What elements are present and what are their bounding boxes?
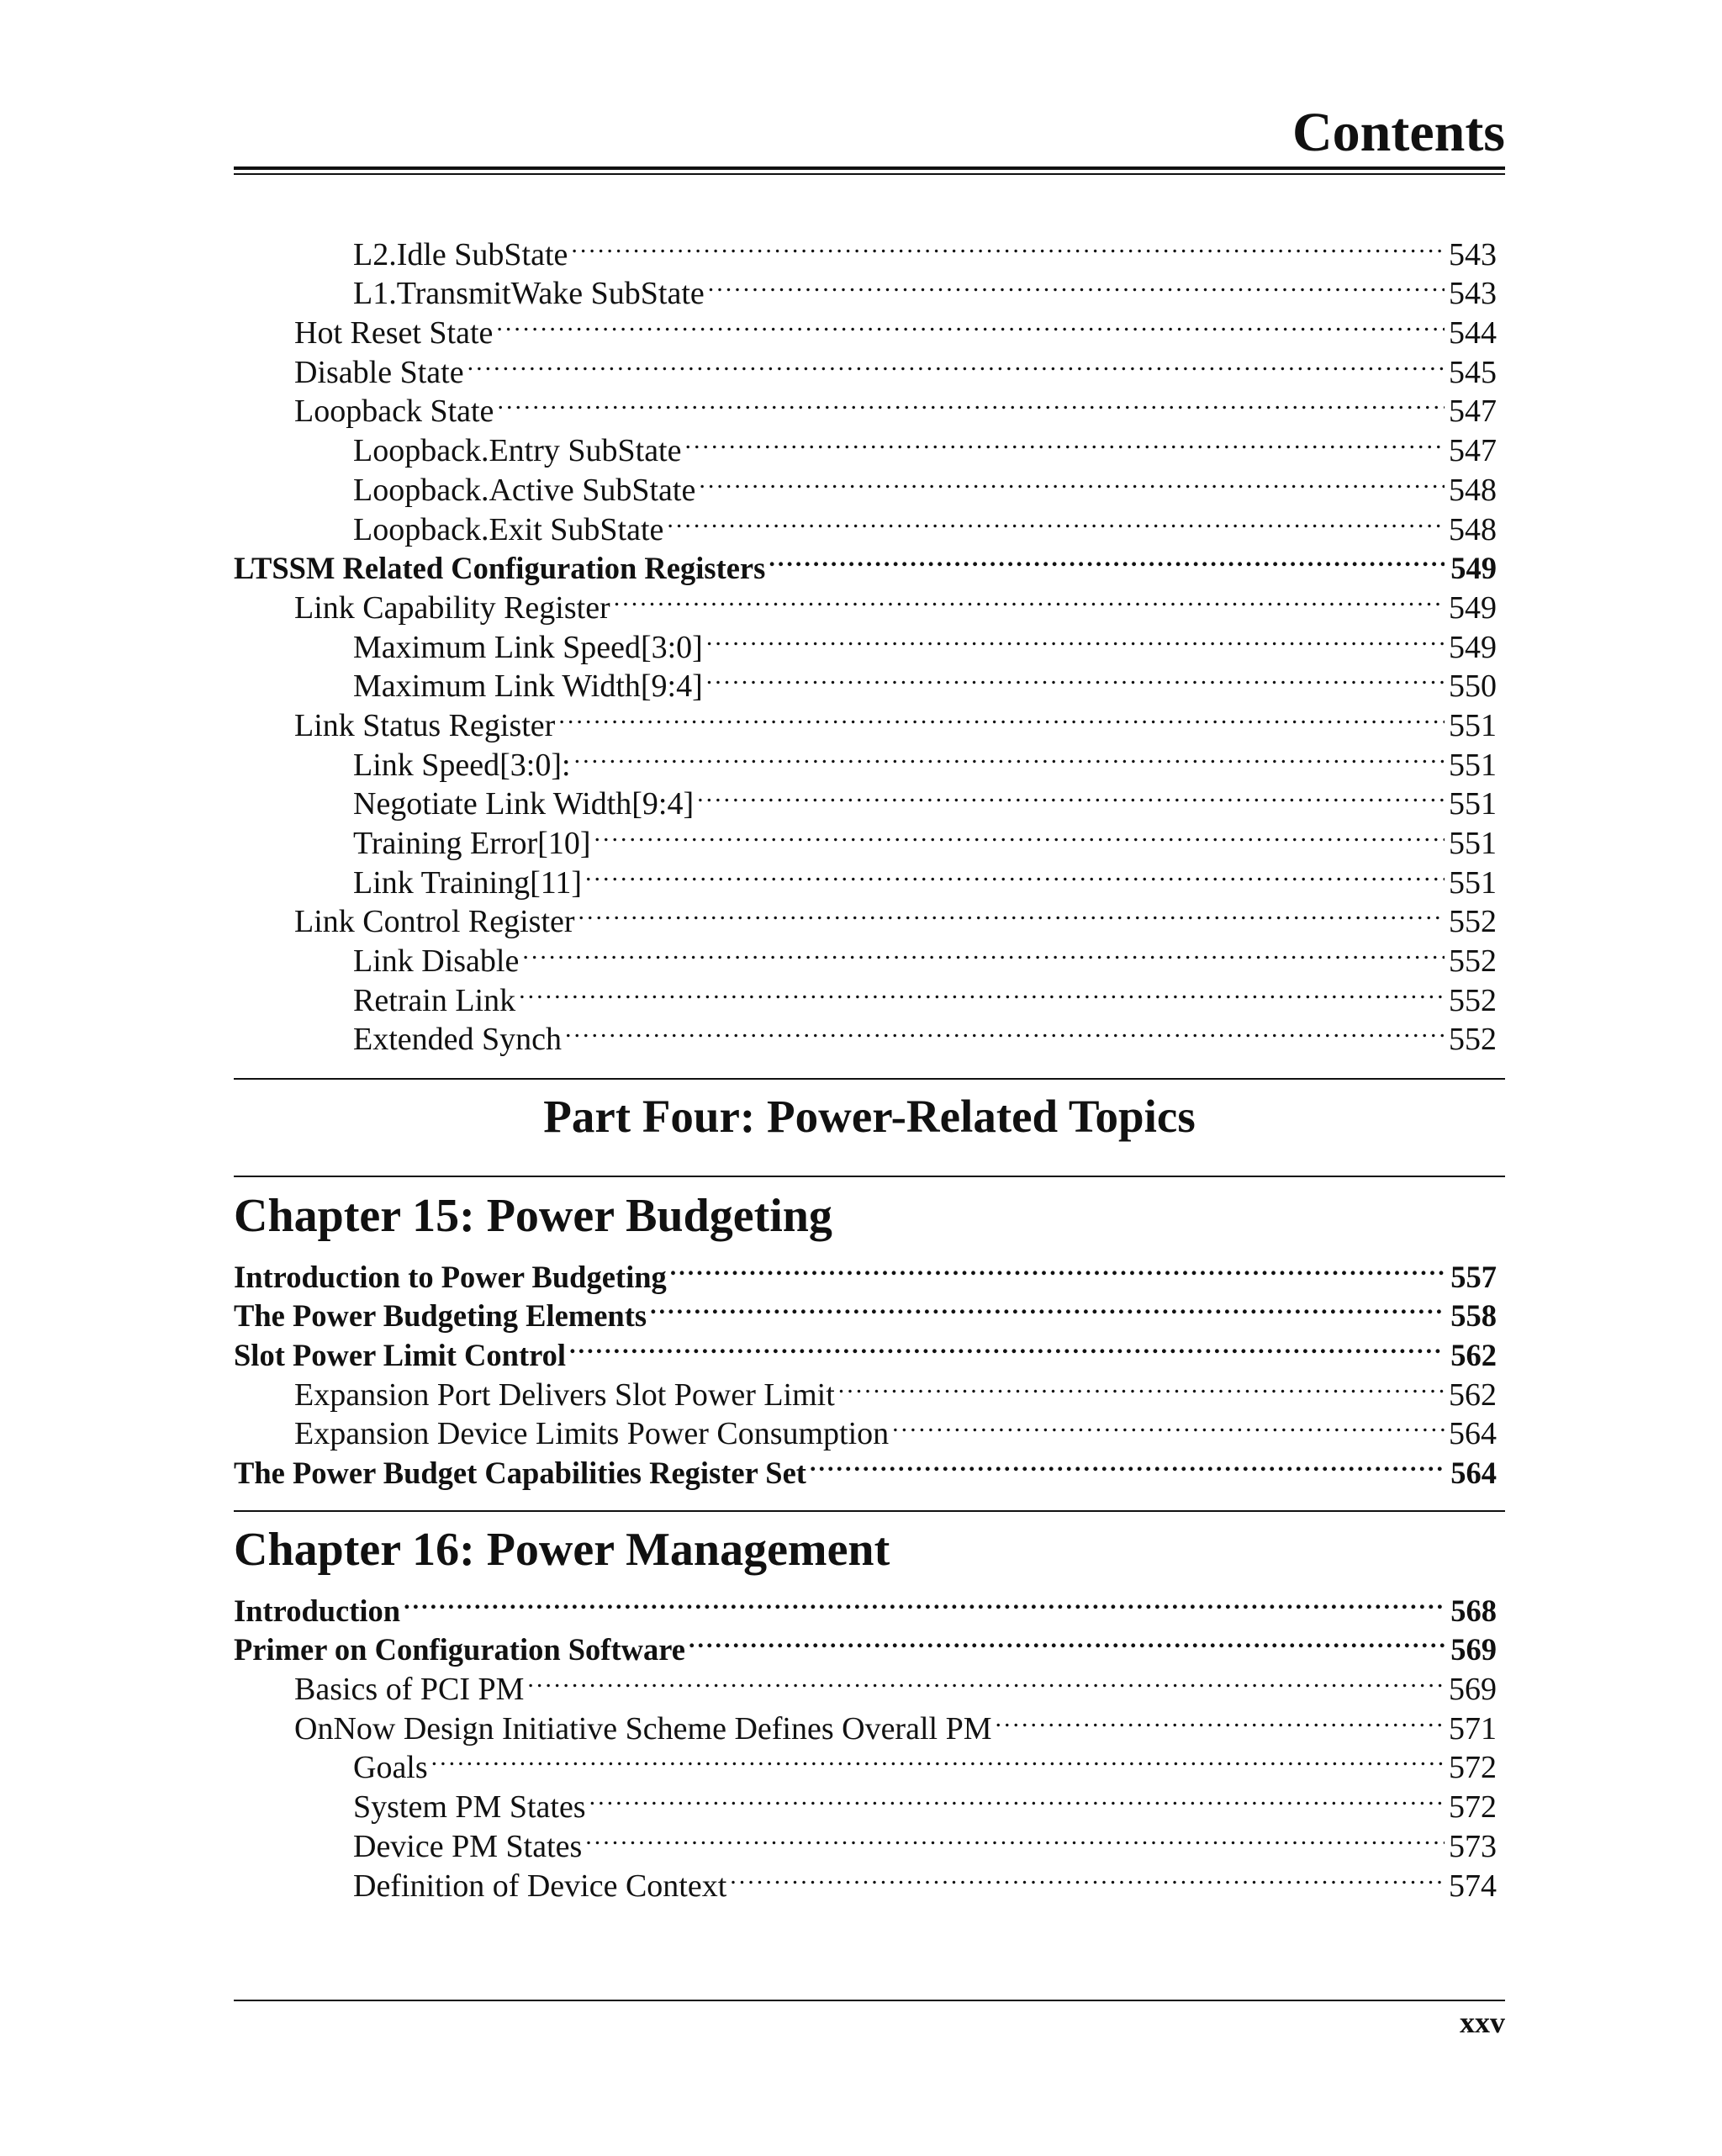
toc-entry-page-number: 552 (1449, 1022, 1497, 1058)
toc-entry-label: Primer on Configuration Software (234, 1632, 685, 1667)
toc-entry-page-number: 572 (1449, 1789, 1497, 1826)
page-header-title: Contents (1292, 102, 1505, 163)
dot-leader (699, 461, 1445, 500)
toc-entry-label: Basics of PCI PM (294, 1672, 525, 1708)
dot-leader (769, 540, 1445, 579)
toc-entry-label: Negotiate Link Width[9:4] (353, 786, 695, 822)
toc-entry-label: Loopback.Entry SubState (353, 433, 682, 469)
chapter-title: Chapter 16: Power Management (234, 1524, 890, 1576)
dot-leader (497, 383, 1445, 422)
toc-entry-label: LTSSM Related Configuration Registers (234, 551, 766, 586)
toc-entry-page-number: 574 (1449, 1868, 1497, 1904)
toc-entry-page-number: 551 (1449, 747, 1497, 783)
toc-entry-label: Expansion Port Delivers Slot Power Limit (294, 1377, 835, 1413)
toc-entry-label: Link Control Register (294, 904, 575, 940)
toc-entry-page-number: 572 (1449, 1750, 1497, 1786)
toc-entry-label: Link Capability Register (294, 589, 610, 626)
toc-entry-page-number: 571 (1449, 1710, 1497, 1746)
toc-entry-page-number: 551 (1449, 826, 1497, 861)
toc-entry-label: Definition of Device Context (353, 1868, 727, 1904)
toc-entry-label: L1.TransmitWake SubState (353, 276, 705, 312)
dot-leader (706, 618, 1445, 658)
dot-leader (565, 1011, 1445, 1050)
toc-entry-label: Maximum Link Speed[3:0] (353, 629, 703, 665)
dot-leader (594, 814, 1445, 853)
dot-leader (519, 971, 1445, 1011)
dot-leader (650, 1287, 1445, 1327)
dot-leader (574, 736, 1445, 775)
dot-leader (585, 853, 1445, 893)
toc-entry-page-number: 552 (1449, 982, 1497, 1018)
toc-entry-label: Link Training[11] (353, 864, 582, 901)
toc-entry-page-number: 573 (1449, 1828, 1497, 1864)
toc-entry-page-number: 552 (1449, 904, 1497, 940)
dot-leader (522, 932, 1445, 971)
toc-continued-list (234, 225, 1497, 1058)
toc-entry (234, 1248, 1497, 1294)
toc-entry-page-number: 568 (1450, 1593, 1497, 1628)
chapter-title: Chapter 15: Power Budgeting (234, 1190, 832, 1242)
toc-entry-label: Introduction (234, 1593, 401, 1628)
toc-entry-page-number: 550 (1449, 668, 1497, 705)
toc-entry-label: Maximum Link Width[9:4] (353, 668, 703, 705)
dot-leader (589, 1778, 1445, 1817)
toc-entry-page-number: 544 (1449, 315, 1497, 351)
dot-leader (667, 500, 1445, 540)
toc-entry-label: Goals (353, 1750, 428, 1786)
toc-entry-page-number: 551 (1449, 786, 1497, 822)
toc-entry-page-number: 552 (1449, 943, 1497, 980)
dot-leader (558, 696, 1445, 736)
part-rule-bottom (234, 1176, 1505, 1177)
toc-entry-page-number: 549 (1449, 589, 1497, 626)
toc-entry-label: Link Status Register (294, 707, 556, 743)
toc-entry-page-number: 557 (1450, 1259, 1497, 1294)
toc-entry-page-number: 548 (1449, 511, 1497, 547)
chapter-rule (234, 1510, 1505, 1512)
toc-entry-page-number: 549 (1450, 551, 1497, 586)
dot-leader (496, 304, 1445, 343)
toc-entry-label: Link Disable (353, 943, 520, 980)
toc-entry (234, 1582, 1497, 1628)
toc-entry-label: Retrain Link (353, 982, 516, 1018)
dot-leader (892, 1405, 1445, 1445)
toc-entry-page-number: 562 (1450, 1338, 1497, 1373)
toc-entry-label: Hot Reset State (294, 315, 494, 351)
dot-leader (684, 421, 1445, 461)
footer-rule (234, 2000, 1505, 2001)
toc-entry-page-number: 569 (1449, 1672, 1497, 1708)
dot-leader (670, 1248, 1445, 1287)
toc-entry-page-number: 551 (1449, 707, 1497, 743)
toc-entry-page-number: 543 (1449, 276, 1497, 312)
toc-entry-label: Loopback.Active SubState (353, 472, 696, 508)
toc-entry-label: The Power Budgeting Elements (234, 1298, 647, 1334)
toc-entry-label: Disable State (294, 354, 464, 390)
toc-entry (234, 1621, 1497, 1667)
toc-entry-label: Link Speed[3:0]: (353, 747, 571, 783)
dot-leader (467, 343, 1445, 383)
toc-entry-page-number: 543 (1449, 236, 1497, 272)
toc-entry (234, 225, 1497, 272)
toc-entry-label: OnNow Design Initiative Scheme Defines Overall PM (294, 1710, 992, 1746)
dot-leader (431, 1739, 1445, 1778)
dot-leader (730, 1857, 1445, 1896)
toc-entry-page-number: 562 (1449, 1377, 1497, 1413)
part-title: Part Four: Power-Related Topics (543, 1091, 1196, 1142)
dot-leader (689, 1621, 1445, 1661)
toc-entry-page-number: 545 (1449, 354, 1497, 390)
dot-leader (571, 225, 1445, 265)
part-rule-top (234, 1078, 1505, 1080)
toc-entry-page-number: 569 (1450, 1632, 1497, 1667)
toc-entry-label: Slot Power Limit Control (234, 1338, 567, 1373)
dot-leader (578, 893, 1445, 933)
dot-leader (614, 579, 1445, 618)
toc-entry-label: L2.Idle SubState (353, 236, 568, 272)
toc-entry-page-number: 551 (1449, 864, 1497, 901)
toc-entry-page-number: 547 (1449, 394, 1497, 430)
toc-entry-label: The Power Budget Capabilities Register Set (234, 1456, 806, 1491)
header-rule (234, 166, 1505, 170)
toc-entry-page-number: 549 (1449, 629, 1497, 665)
toc-entry-label: Training Error[10] (353, 826, 591, 861)
dot-leader (838, 1366, 1445, 1405)
dot-leader (527, 1660, 1445, 1699)
dot-leader (810, 1444, 1445, 1483)
dot-leader (404, 1582, 1445, 1621)
toc-entry-page-number: 548 (1449, 472, 1497, 508)
dot-leader (996, 1699, 1445, 1739)
toc-entry-label: Expansion Device Limits Power Consumption (294, 1416, 890, 1452)
toc-entry-label: Loopback State (294, 394, 494, 430)
toc-entry-label: System PM States (353, 1789, 586, 1826)
toc-entry-label: Device PM States (353, 1828, 583, 1864)
dot-leader (708, 265, 1445, 304)
toc-entry-page-number: 547 (1449, 433, 1497, 469)
page-folio: xxv (1460, 2005, 1505, 2039)
toc-entry-label: Introduction to Power Budgeting (234, 1259, 667, 1294)
dot-leader (706, 658, 1445, 697)
header-rule-inner (234, 173, 1505, 175)
toc-entry-page-number: 564 (1450, 1456, 1497, 1491)
dot-leader (569, 1326, 1445, 1366)
dot-leader (697, 775, 1445, 815)
toc-entry-label: Loopback.Exit SubState (353, 511, 664, 547)
dot-leader (585, 1817, 1445, 1857)
toc-entry-label: Extended Synch (353, 1022, 563, 1058)
toc-entry-page-number: 558 (1450, 1298, 1497, 1334)
toc-entry-page-number: 564 (1449, 1416, 1497, 1452)
chapter-15-toc-list (234, 1248, 1497, 1491)
chapter-16-toc-list (234, 1582, 1497, 1904)
